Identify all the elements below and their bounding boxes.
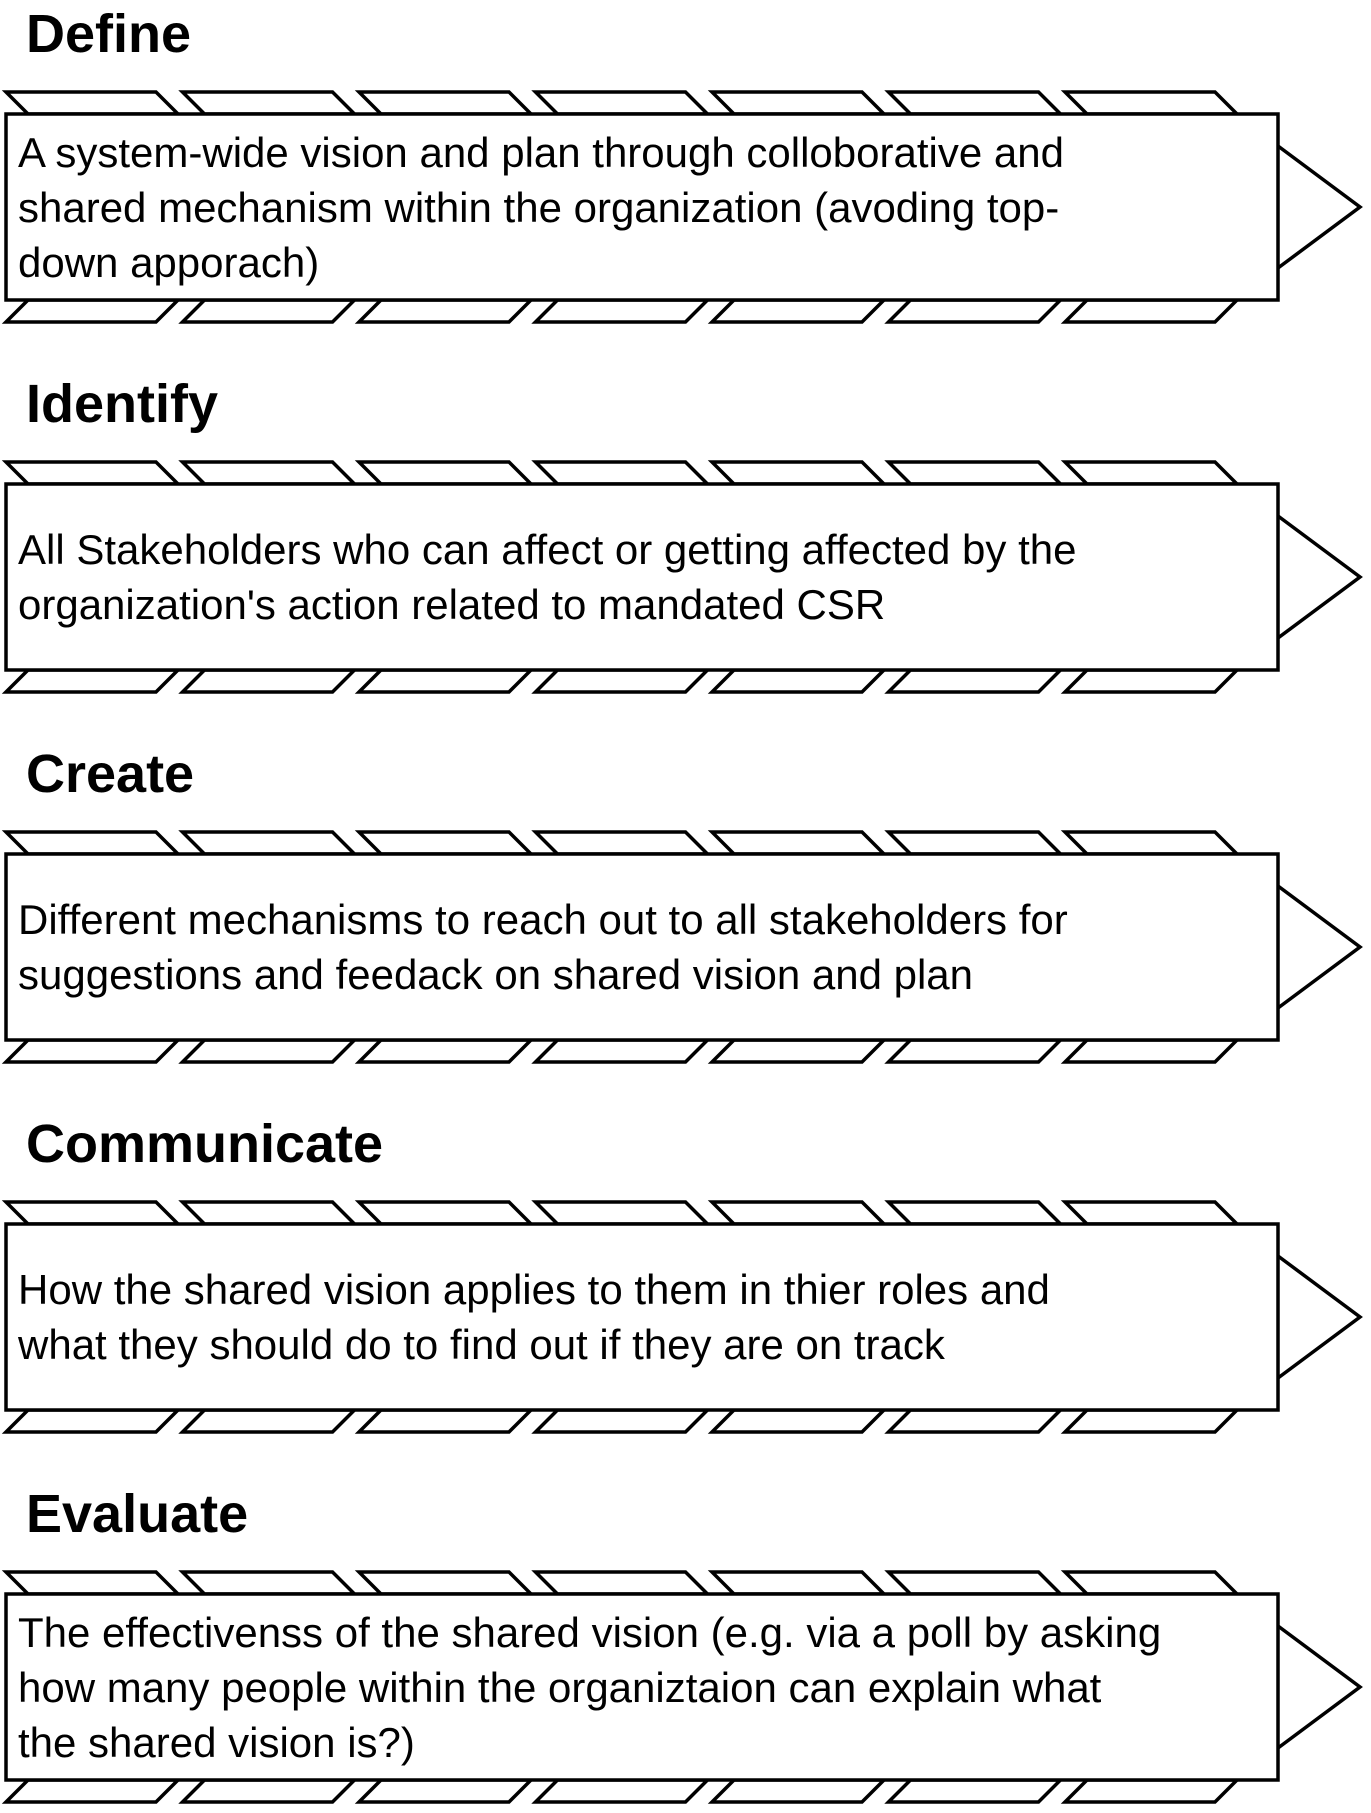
chevron-tab-top bbox=[6, 1202, 178, 1224]
step-description-line: How the shared vision applies to them in thier roles and bbox=[18, 1266, 1050, 1313]
chevron-tab-bottom bbox=[712, 1780, 884, 1802]
chevron-tab-top bbox=[889, 1572, 1061, 1594]
chevron-tab-bottom bbox=[359, 300, 531, 322]
step-description bbox=[18, 1224, 1268, 1410]
chevron-tab-top bbox=[183, 1202, 355, 1224]
chevron-tab-bottom bbox=[536, 670, 708, 692]
step-description-line: Different mechanisms to reach out to all stakeholders for bbox=[18, 896, 1068, 943]
chevron-tab-top bbox=[712, 92, 884, 114]
chevron-tab-bottom bbox=[359, 1410, 531, 1432]
chevron-tab-bottom bbox=[183, 1780, 355, 1802]
chevron-tab-bottom bbox=[6, 1410, 178, 1432]
chevron-tab-top bbox=[536, 832, 708, 854]
process-step bbox=[0, 370, 1371, 690]
step-description-line: A system-wide vision and plan through colloborative and bbox=[18, 128, 1064, 176]
chevron-tab-bottom bbox=[6, 1780, 178, 1802]
chevron-tab-top bbox=[889, 92, 1061, 114]
chevron-tab-bottom bbox=[183, 670, 355, 692]
chevron-tab-bottom bbox=[712, 670, 884, 692]
chevron-tab-bottom bbox=[889, 1040, 1061, 1062]
step-description bbox=[18, 114, 1268, 300]
chevron-tab-bottom bbox=[536, 300, 708, 322]
chevron-tab-top bbox=[6, 462, 178, 484]
chevron-tab-top bbox=[183, 462, 355, 484]
step-title: Define bbox=[26, 4, 192, 64]
arrow-right-icon bbox=[1278, 886, 1360, 1008]
chevron-tab-top bbox=[712, 832, 884, 854]
step-title: Evaluate bbox=[26, 1484, 249, 1544]
process-step bbox=[0, 0, 1371, 320]
chevron-tab-top bbox=[536, 462, 708, 484]
step-description-line: All Stakeholders who can affect or getting affected by the bbox=[18, 526, 1077, 573]
chevron-tab-top bbox=[359, 1202, 531, 1224]
step-description-lines bbox=[18, 125, 1064, 290]
step-description bbox=[18, 1594, 1268, 1780]
chevron-tab-top bbox=[889, 462, 1061, 484]
chevron-tab-top bbox=[359, 462, 531, 484]
chevron-tab-top bbox=[1065, 1202, 1237, 1224]
chevron-tab-bottom bbox=[183, 1040, 355, 1062]
chevron-tab-top bbox=[183, 1572, 355, 1594]
chevron-tab-bottom bbox=[6, 300, 178, 322]
chevron-tab-top bbox=[183, 832, 355, 854]
chevron-tab-bottom bbox=[536, 1410, 708, 1432]
chevron-tab-top bbox=[359, 92, 531, 114]
chevron-tab-bottom bbox=[359, 670, 531, 692]
arrow-right-icon bbox=[1278, 1626, 1360, 1748]
chevron-tab-top bbox=[889, 1202, 1061, 1224]
step-description bbox=[18, 484, 1268, 670]
chevron-tab-bottom bbox=[889, 300, 1061, 322]
step-description-lines bbox=[18, 892, 1068, 1002]
step-title: Communicate bbox=[26, 1114, 384, 1174]
step-title: Identify bbox=[26, 374, 219, 434]
arrow-right-icon bbox=[1278, 516, 1360, 638]
chevron-tab-bottom bbox=[889, 1780, 1061, 1802]
arrow-right-icon bbox=[1278, 146, 1360, 268]
chevron-tab-top bbox=[1065, 832, 1237, 854]
chevron-tab-bottom bbox=[6, 1040, 178, 1062]
chevron-tab-bottom bbox=[6, 670, 178, 692]
chevron-tab-bottom bbox=[889, 670, 1061, 692]
chevron-tab-bottom bbox=[359, 1040, 531, 1062]
step-description-line: down apporach) bbox=[18, 238, 320, 286]
step-description bbox=[18, 854, 1268, 1040]
chevron-tab-top bbox=[1065, 92, 1237, 114]
step-description-line: The effectivenss of the shared vision (e.g. via a poll by asking bbox=[18, 1608, 1162, 1656]
chevron-tab-top bbox=[889, 832, 1061, 854]
arrow-right-icon bbox=[1278, 1256, 1360, 1378]
chevron-tab-top bbox=[359, 832, 531, 854]
chevron-tab-top bbox=[536, 1572, 708, 1594]
chevron-tab-top bbox=[1065, 462, 1237, 484]
chevron-tab-top bbox=[359, 1572, 531, 1594]
chevron-tab-bottom bbox=[536, 1040, 708, 1062]
chevron-tab-bottom bbox=[183, 300, 355, 322]
process-step bbox=[0, 1480, 1371, 1800]
chevron-tab-top bbox=[536, 1202, 708, 1224]
chevron-tab-top bbox=[712, 1202, 884, 1224]
chevron-tab-top bbox=[6, 92, 178, 114]
step-description-lines bbox=[18, 522, 1076, 632]
chevron-tab-bottom bbox=[889, 1410, 1061, 1432]
chevron-tab-bottom bbox=[1065, 1040, 1237, 1062]
chevron-tab-bottom bbox=[1065, 670, 1237, 692]
step-description-line: what they should do to find out if they are on track bbox=[18, 1321, 945, 1368]
process-step bbox=[0, 1110, 1371, 1430]
step-description-line: shared mechanism within the organization (avoding top- bbox=[18, 183, 1060, 231]
chevron-tab-top bbox=[536, 92, 708, 114]
step-description-line: organization's action related to mandated CSR bbox=[18, 581, 886, 628]
chevron-tab-bottom bbox=[536, 1780, 708, 1802]
chevron-tab-bottom bbox=[1065, 300, 1237, 322]
chevron-tab-top bbox=[1065, 1572, 1237, 1594]
step-description-lines bbox=[18, 1605, 1161, 1770]
chevron-tab-bottom bbox=[712, 300, 884, 322]
step-description-line: suggestions and feedack on shared vision and plan bbox=[18, 951, 974, 998]
chevron-tab-bottom bbox=[183, 1410, 355, 1432]
chevron-tab-bottom bbox=[712, 1410, 884, 1432]
chevron-tab-top bbox=[712, 462, 884, 484]
process-step bbox=[0, 740, 1371, 1060]
chevron-tab-top bbox=[183, 92, 355, 114]
step-description-line: how many people within the organiztaion can explain what bbox=[18, 1663, 1102, 1711]
step-title: Create bbox=[26, 744, 195, 804]
chevron-tab-bottom bbox=[1065, 1780, 1237, 1802]
chevron-tab-top bbox=[6, 832, 178, 854]
step-description-line: the shared vision is?) bbox=[18, 1718, 415, 1766]
chevron-tab-bottom bbox=[359, 1780, 531, 1802]
chevron-tab-bottom bbox=[712, 1040, 884, 1062]
chevron-tab-top bbox=[712, 1572, 884, 1594]
step-description-lines bbox=[18, 1262, 1050, 1372]
chevron-tab-top bbox=[6, 1572, 178, 1594]
chevron-tab-bottom bbox=[1065, 1410, 1237, 1432]
